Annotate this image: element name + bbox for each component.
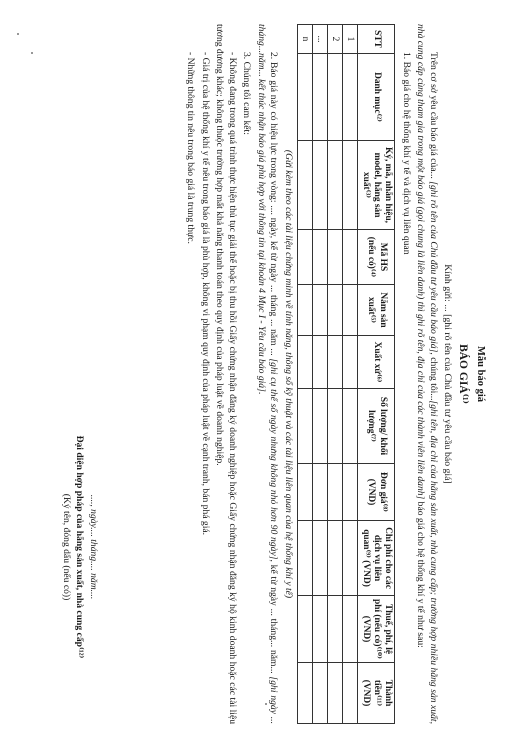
intro-paragraph — [414, 24, 439, 724]
col-header: Ký, mã, nhãn hiệu, model, hãng sản xuất⁽³⁾ — [358, 141, 395, 230]
form-label: Mẫu báo giá — [475, 345, 486, 402]
table-row — [312, 25, 327, 724]
intro-text-e: báo giá cho hệ thống khí y tế như sau: — [415, 499, 427, 648]
doc-title: BÁO GIÁ⁽¹⁾ — [457, 344, 470, 404]
row-number: 1 — [343, 25, 358, 54]
item-2-text-a: 2. Báo giá này có hiệu lực trong vòng: .... ngày, kể từ ngày ... tháng ... năm ... — [268, 52, 280, 359]
intro-text-b: [ghi rõ tên của Chủ đầu tư yêu cầu báo giá] — [427, 181, 439, 353]
quotation-page — [25, 24, 487, 724]
signer-note: (Ký tên, đóng dấu (nếu có)) — [61, 493, 72, 601]
col-header: Danh mục⁽²⁾ — [358, 54, 395, 141]
col-header: Chi phí cho các dịch vụ liên quan⁽⁹⁾ (VND) — [358, 521, 395, 596]
col-header: Đơn giá⁽⁸⁾ (VND) — [358, 464, 395, 521]
item-2-text-d: [ghi ngày ... tháng...năm... kết thúc nhận báo giá phù hợp với thông tin tại khoản 4 Mục I - Yêu cầu báo giá] — [255, 24, 280, 724]
table-row — [328, 25, 343, 724]
commitment-2: - Giá trị của hệ thống khí y tế nêu trong báo giá là phù hợp, không vi phạm quy định của pháp luật về cạnh tranh, bán phá giá. — [199, 52, 211, 536]
signer-title: Đại diện hợp pháp của hãng sản xuất, nhà cung cấp⁽¹²⁾ — [74, 435, 85, 659]
commitment-1: - Không đang trong quá trình thực hiện thủ tục giải thể hoặc bị thu hồi Giấy chứng nhận đăng ký doanh nghiệp hoặc Giấy chứng nhận đăng ký hộ kinh doanh hoặc các tài liệu tương đương khác; không thuộc trường hợp mất khả năng thanh toán theo quy định của pháp luật về doanh nghiệp. — [214, 24, 238, 724]
scan-speck — [17, 33, 19, 35]
item-2-text-c: , kể từ ngày ... tháng... năm... — [268, 559, 280, 677]
intro-text-d: [ghi tên, địa chỉ của hãng sản xuất, nhà cung cấp; trường hợp nhiều hãng sản xuất, nhà cung cấp cùng tham gia trong một báo giá (gọi chung là liên danh) thì ghi rõ tên, địa chỉ của các thành viên liên danh] — [415, 24, 439, 724]
row-number: ... — [312, 25, 327, 54]
table-row — [297, 25, 312, 724]
table-header-row — [358, 25, 395, 724]
commitment-3: - Những thông tin nêu trong báo giá là trung thực. — [185, 52, 197, 244]
table-row — [343, 25, 358, 724]
rotated-document — [29, 24, 491, 724]
item-3-heading: 3. Chúng tôi cam kết: — [241, 52, 253, 135]
item-2-paragraph — [254, 24, 279, 724]
item-2-text-b: [ghi cụ thể số ngày nhưng không nhỏ hơn 90 ngày] — [268, 358, 280, 560]
intro-text-c: , chúng tôi... — [427, 352, 439, 401]
row-number: 2 — [328, 25, 343, 54]
item-2-text-e: . — [255, 391, 267, 395]
col-header: Thành tiền⁽¹¹⁾ (VND) — [358, 663, 395, 724]
row-number: n — [297, 25, 312, 54]
col-header: STT — [358, 25, 395, 54]
col-header: Năm sản xuất⁽⁵⁾ — [358, 285, 395, 336]
col-header: Mã HS (nếu có)⁽⁴⁾ — [358, 230, 395, 285]
intro-text-a: Trên cơ sở yêu cầu báo giá của... — [427, 52, 439, 182]
greeting: Kính gửi: ... [ghi rõ tên của Chủ đầu tư yêu cầu báo giá] — [442, 264, 454, 484]
quotation-table — [297, 24, 396, 724]
date-line: ...., ngày.... tháng.... năm.... — [88, 494, 99, 600]
col-header: Xuất xứ⁽⁶⁾ — [358, 336, 395, 389]
col-header: Số lượng/ khối lượng⁽⁷⁾ — [358, 389, 395, 464]
col-header: Thuế, phí, lệ phí (nếu có)⁽¹⁰⁾ (VND) — [358, 596, 395, 663]
table-note: (Gửi kèm theo các tài liệu chứng minh về tính năng, thông số kỹ thuật và các tài liệu liên quan của hệ thống khí y tế) — [282, 149, 294, 599]
section-1-heading: 1. Báo giá cho hệ thống khí y tế và dịch vụ liên quan — [400, 52, 412, 255]
